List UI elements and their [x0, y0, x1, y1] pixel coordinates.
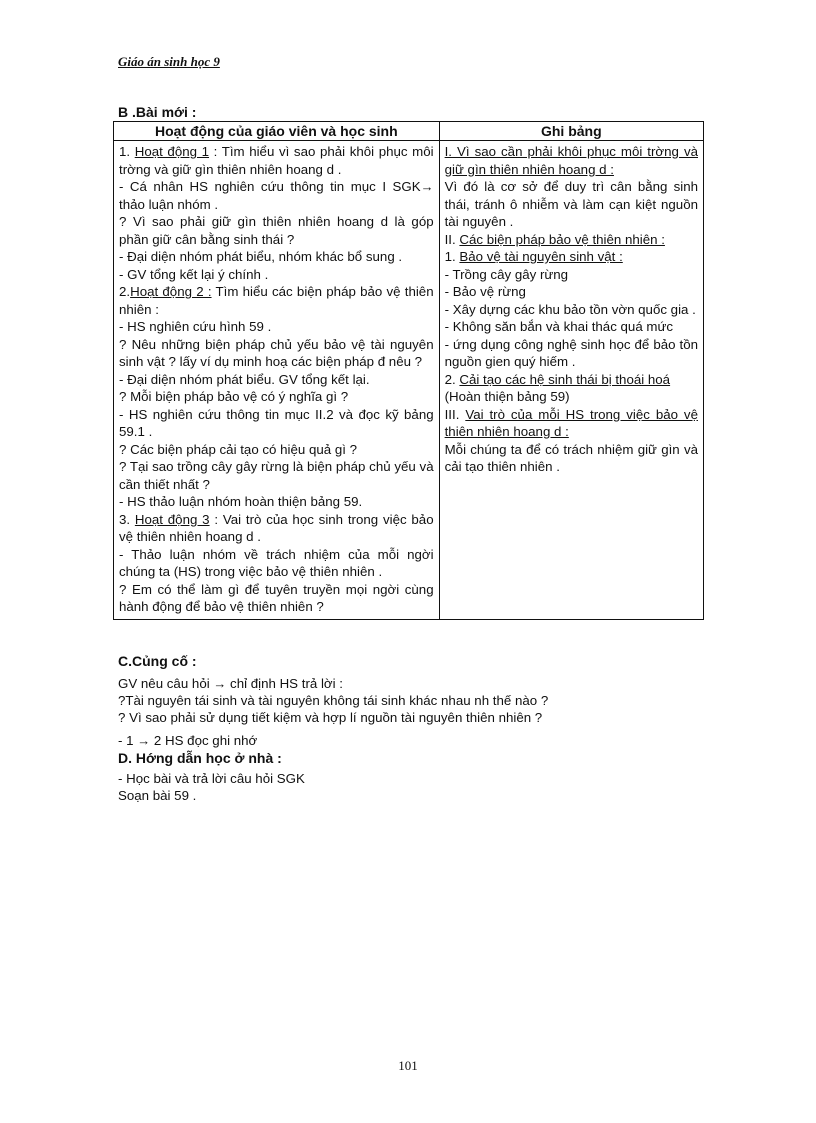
review-text: chỉ định HS trả lời : [226, 676, 343, 691]
activity-line: - GV tổng kết lại ý chính . [119, 266, 269, 282]
board-heading-text: Các biện pháp bảo vệ thiên nhiên : [459, 231, 665, 247]
section-c-heading: C.Củng cố : [118, 653, 197, 669]
section-c-body [118, 675, 708, 749]
section-d-heading: D. Hớng dẫn học ở nhà : [118, 750, 282, 766]
board-line: - Xây dựng các khu bảo tồn vờn quốc gia . [444, 301, 696, 317]
board-heading-2 [445, 231, 698, 249]
board-subheading-text: Bảo vệ tài nguyên sinh vật : [459, 249, 623, 264]
board-line: - Trồng cây gây rừng [444, 266, 569, 282]
review-text: 2 HS đọc ghi nhớ [150, 733, 258, 748]
activity-3-line [119, 511, 434, 546]
activity-line: ? Mỗi biện pháp bảo vệ có ý nghĩa gì ? [119, 389, 349, 404]
homework-line: Soạn bài 59 . [118, 788, 197, 803]
homework-line: - Học bài và trả lời câu hỏi SGK [118, 771, 305, 786]
activity-line: - Thảo luận nhóm về trách nhiệm của mỗi ngời chúng ta (HS) trong việc bảo vệ thiên nhiên . [119, 546, 434, 579]
col-right-header: Ghi bảng [439, 122, 703, 141]
activity-line: ? Các biện pháp cải tạo có hiệu quả gì ? [119, 441, 358, 457]
review-line: ?Tài nguyên tái sinh và tài nguyên không tái sinh khác nhau nh thế nào ? [118, 693, 549, 708]
activity-2-desc: Tìm hiểu các biện pháp bảo vệ thiên nhiên : [119, 284, 434, 317]
activity-line: - HS nghiên cứu thông tin mục II.2 và đọc kỹ bảng 59.1 . [119, 406, 434, 439]
activity-1-title: Hoạt động 1 [134, 144, 210, 159]
table-header-row [114, 122, 704, 141]
board-line: - ứng dụng công nghệ sinh học để bảo tồn nguồn gien quý hiếm . [444, 336, 698, 369]
section-b-heading: B .Bài mới : [118, 104, 197, 120]
activity-text: - Cá nhân HS nghiên cứu thông tin mục I SGK [119, 179, 421, 194]
board-subheading-number: 2. [444, 371, 460, 387]
board-line: Vì đó là cơ sở để duy trì cân bằng sinh thái, tránh ô nhiễm và làm cạn kiệt nguồn tài nguyên . [444, 179, 698, 229]
board-line: - Không săn bắn và khai thác quá mức [444, 319, 674, 334]
review-line: ? Vì sao phải sử dụng tiết kiệm và hợp lí nguồn tài nguyên thiên nhiên ? [118, 710, 543, 725]
activity-3-desc: : Vai trò của học sinh trong việc bảo vệ thiên nhiên hoang d . [119, 511, 434, 544]
activity-2-line [119, 283, 434, 318]
activity-line: - HS nghiên cứu hình 59 . [119, 319, 272, 334]
review-text: GV nêu câu hỏi [118, 676, 214, 691]
board-heading-number: III. [444, 406, 466, 422]
right-arrow-icon: → [420, 179, 434, 194]
activity-text: thảo luận nhóm . [119, 196, 219, 212]
activity-1-line [119, 143, 434, 178]
board-notes-cell [439, 141, 703, 620]
activity-2-title: Hoạt động 2 : [130, 284, 212, 299]
board-heading-3 [445, 406, 698, 441]
activity-line: - Đại diện nhóm phát biểu, nhóm khác bổ sung . [119, 249, 403, 264]
review-line [118, 675, 708, 692]
activity-line: ? Em có thể làm gì để tuyên truyền mọi ngời cùng hành động để bảo vệ thiên nhiên ? [119, 581, 434, 614]
right-arrow-icon: → [137, 733, 151, 748]
board-line: Mỗi chúng ta để có trách nhiệm giữ gìn và cải tạo thiên nhiên . [444, 441, 698, 474]
board-subheading-number: 1. [444, 249, 460, 264]
page-number: 101 [398, 1058, 418, 1073]
board-line: (Hoàn thiện bảng 59) [444, 389, 570, 404]
activity-3-title: Hoạt động 3 [134, 511, 210, 527]
board-heading-text: Vai trò của mỗi HS trong việc bảo vệ thiên nhiên hoang d : [444, 406, 698, 439]
activity-2-number: 2. [119, 284, 131, 299]
teacher-student-activities-cell [114, 141, 440, 620]
right-arrow-icon: → [213, 676, 227, 691]
board-subheading-text: Cải tạo các hệ sinh thái bị thoái hoá [459, 371, 671, 387]
section-d-body [118, 770, 708, 804]
table-body-row [114, 141, 704, 620]
activity-1-desc: : Tìm hiểu vì sao phải khôi phục môi trờng và giữ gìn thiên nhiên hoang d . [119, 144, 434, 177]
activity-line [119, 178, 434, 213]
board-heading-number: II. [444, 231, 460, 247]
activity-line: ? Vì sao phải giữ gìn thiên nhiên hoang d là góp phần giữ cân bằng sinh thái ? [119, 214, 434, 247]
activity-3-number: 3. [119, 511, 135, 527]
activity-1-number: 1. [119, 144, 135, 159]
activity-line: - Đại diện nhóm phát biểu. GV tổng kết lại. [119, 371, 370, 387]
review-line [118, 732, 708, 749]
activity-line: - HS thảo luận nhóm hoàn thiện bảng 59. [119, 494, 363, 509]
board-subheading-2 [445, 371, 698, 389]
col-left-header: Hoạt động của giáo viên và học sinh [114, 122, 440, 141]
board-subheading-1 [445, 248, 698, 266]
board-heading-1: I. Vì sao cần phải khôi phục môi trờng và giữ gìn thiên nhiên hoang d : [444, 144, 698, 177]
lesson-table [113, 121, 704, 620]
board-line: - Bảo vệ rừng [444, 284, 526, 299]
activity-line: ? Tại sao trồng cây gây rừng là biện pháp chủ yếu và cần thiết nhất ? [119, 459, 434, 492]
review-text: - 1 [118, 733, 138, 748]
document-header-title: Giáo án sinh học 9 [118, 54, 220, 69]
activity-line: ? Nêu những biện pháp chủ yếu bảo vệ tài nguyên sinh vật ? lấy ví dụ minh hoạ các biện pháp đ nêu ? [119, 336, 434, 369]
